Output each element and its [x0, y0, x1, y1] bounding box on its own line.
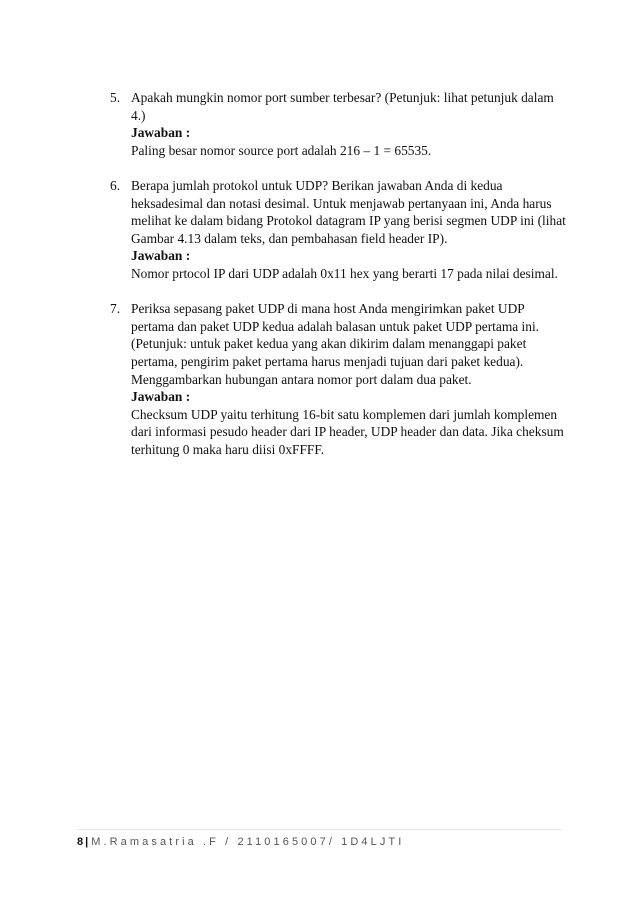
document-body [110, 89, 570, 476]
answer-text: Nomor prtocol IP dari UDP adalah 0x11 hex yang berarti 17 pada nilai desimal. [131, 265, 558, 281]
footer-separator: | [85, 836, 89, 848]
question-item-6 [110, 177, 570, 283]
page-footer [77, 836, 404, 848]
question-item-7 [110, 300, 570, 458]
question-number: 7. [110, 301, 121, 317]
answer-text: Checksum UDP yaitu terhitung 16-bit satu komplemen dari jumlah komplemen dari informasi pesudo header dari IP header, UDP header dan data. Jika cheksum terhitung 0 maka haru diisi 0xFFFF. [131, 406, 564, 457]
answer-label: Jawaban : [131, 389, 191, 405]
answer-label: Jawaban : [131, 248, 191, 264]
answer-text: Paling besar nomor source port adalah 216 – 1 = 65535. [131, 142, 432, 158]
footer-author: M.Ramasatria .F / 2110165007/ 1D4LJTI [91, 836, 405, 848]
question-item-5 [110, 89, 570, 159]
question-text: Berapa jumlah protokol untuk UDP? Berikan jawaban Anda di kedua heksadesimal dan notasi desimal. Untuk menjawab pertanyaan ini, Anda harus melihat ke dalam bidang Protokol datagram IP yang berisi segmen UDP ini (lihat Gambar 4.13 dalam teks, dan pembahasan field header IP). [131, 177, 566, 246]
question-number: 6. [110, 177, 121, 193]
page-number: 8 [77, 836, 84, 848]
question-text: Periksa sepasang paket UDP di mana host Anda mengirimkan paket UDP pertama dan paket UDP kedua adalah balasan untuk paket UDP pertama ini. (Petunjuk: untuk paket kedua yang akan dikirim dalam menanggapi paket pertama, pengirim paket pertama harus menjadi tujuan dari paket kedua). Menggambarkan hubungan antara nomor port dalam dua paket. [131, 301, 540, 387]
footer-divider [77, 829, 562, 830]
question-number: 5. [110, 90, 121, 105]
question-text: Apakah mungkin nomor port sumber terbesar? (Petunjuk: lihat petunjuk dalam 4.) [131, 90, 554, 123]
answer-label: Jawaban : [131, 125, 191, 141]
